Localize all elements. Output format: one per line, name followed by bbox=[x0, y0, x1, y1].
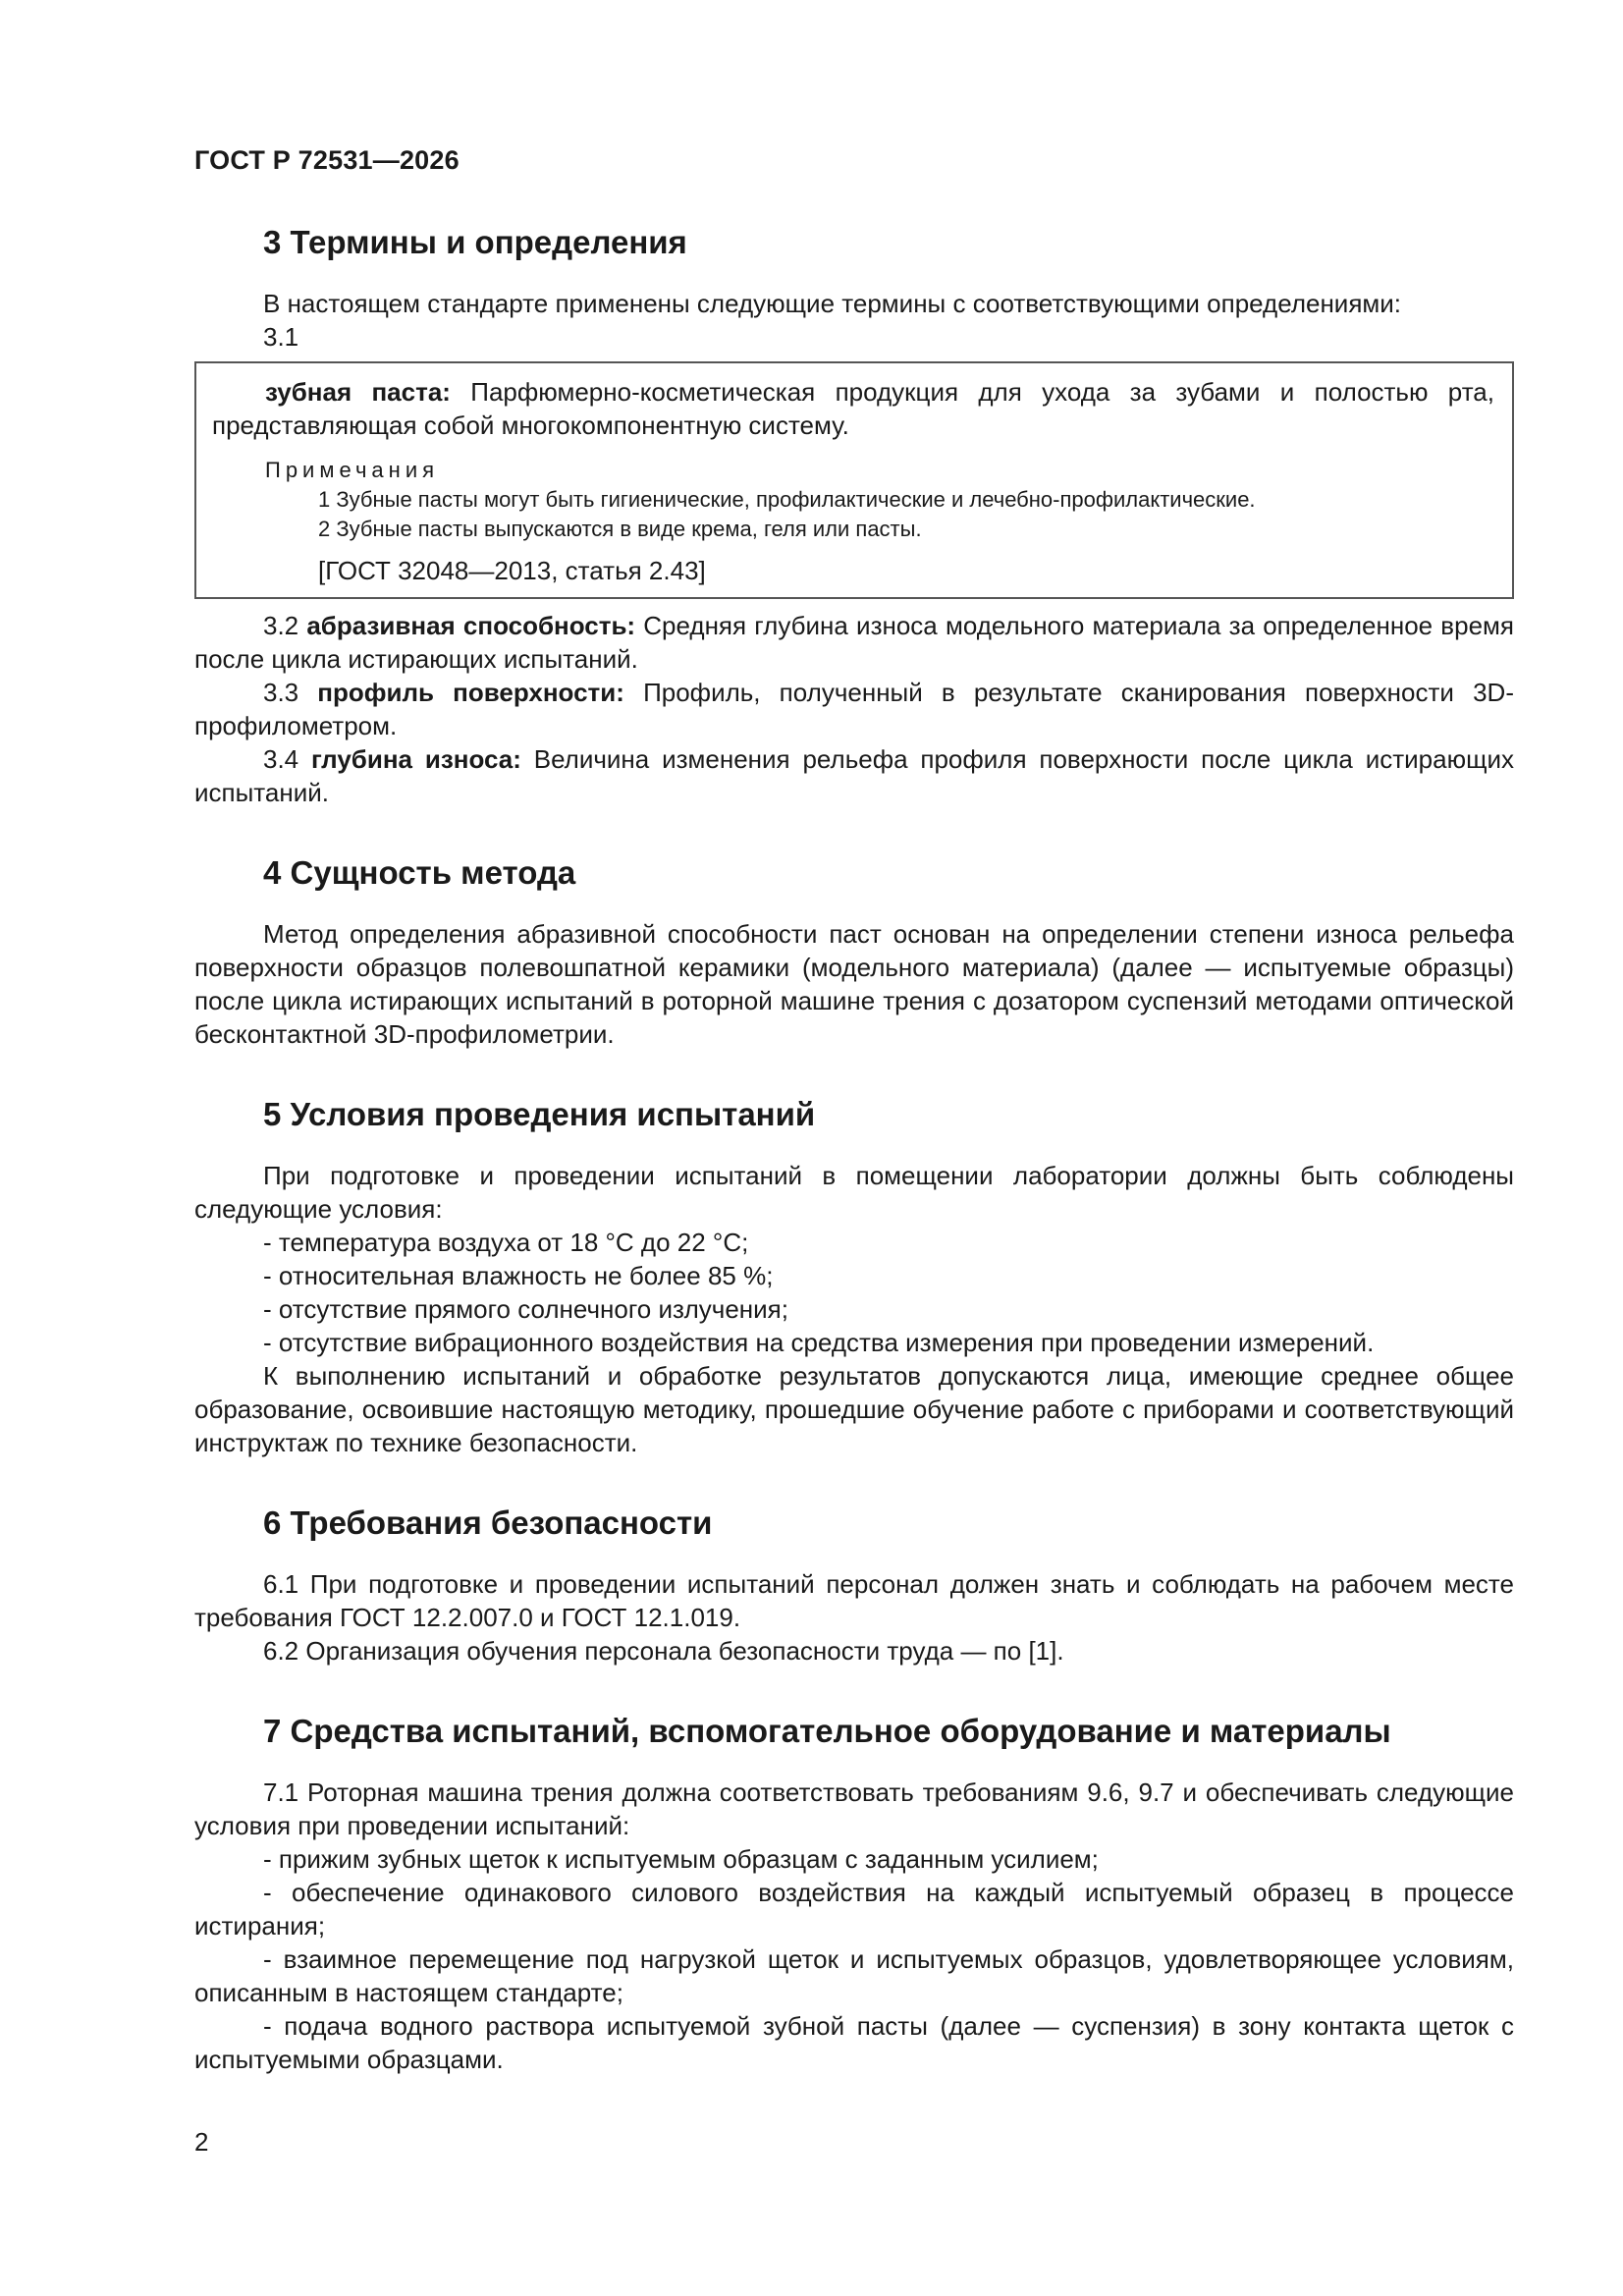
term-3-1-text: Парфюмерно-косметическая продукция для ухода за зубами и полостью рта, представляющая собой многокомпонентную систему. bbox=[212, 377, 1494, 440]
section-6-title: 6 Требования безопасности bbox=[263, 1504, 713, 1541]
term-3-3-text: Профиль, полученный в результате сканирования поверхности 3D-профилометром. bbox=[194, 678, 1514, 740]
section-6-2: 6.2 Организация обучения персонала безопасности труда — по [1]. bbox=[263, 1636, 1064, 1666]
term-3-2-term: абразивная способность: bbox=[306, 611, 636, 640]
section-4-text: Метод определения абразивной способности паст основан на определении степени износа рельефа поверхности образцов полевошпатной керамики (модельного материала) (далее — испытуемые образцы) после цикла истирающих испытаний в роторной машине трения с дозатором суспензий методами оптической бесконтактной 3D-профилометрии. bbox=[194, 919, 1514, 1049]
section-4-title: 4 Сущность метода bbox=[263, 854, 576, 891]
term-3-1-term: зубная паста: bbox=[265, 377, 451, 407]
term-3-1-number: 3.1 bbox=[263, 322, 299, 352]
requirement-item: - обеспечение одинакового силового воздействия на каждый испытуемый образец в процессе истирания; bbox=[194, 1878, 1514, 1941]
document-page bbox=[194, 0, 1514, 2296]
term-3-4 bbox=[194, 742, 1514, 809]
section-3 bbox=[194, 222, 1514, 809]
term-3-4-number: 3.4 bbox=[263, 744, 311, 774]
section-3-title: 3 Термины и определения bbox=[263, 224, 687, 260]
term-3-4-text: Величина изменения рельефа профиля поверхности после цикла истирающих испытаний. bbox=[194, 744, 1514, 807]
page-number: 2 bbox=[194, 2127, 209, 2157]
term-3-1-box bbox=[194, 361, 1514, 599]
standard-header: ГОСТ Р 72531—2026 bbox=[194, 145, 460, 175]
condition-item: - температура воздуха от 18 °С до 22 °С; bbox=[263, 1228, 749, 1257]
section-5-title: 5 Условия проведения испытаний bbox=[263, 1096, 816, 1132]
note-1: 1 Зубные пасты могут быть гигиенические, профилактические и лечебно-профилактические. bbox=[318, 487, 1256, 512]
term-3-3 bbox=[194, 676, 1514, 742]
term-3-4-term: глубина износа: bbox=[310, 744, 521, 774]
term-source-reference: [ГОСТ 32048—2013, статья 2.43] bbox=[318, 556, 706, 585]
requirement-item: - подача водного раствора испытуемой зубной пасты (далее — суспензия) в зону контакта щеток с испытуемыми образцами. bbox=[194, 2011, 1514, 2074]
condition-item: - относительная влажность не более 85 %; bbox=[263, 1261, 774, 1290]
section-5 bbox=[194, 1094, 1514, 1459]
requirement-item: - взаимное перемещение под нагрузкой щеток и испытуемых образцов, удовлетворяющее условиям, описанным в настоящем стандарте; bbox=[194, 1944, 1514, 2007]
term-3-2-text: Средняя глубина износа модельного материала за определенное время после цикла истирающих испытаний. bbox=[194, 611, 1514, 674]
term-3-2-number: 3.2 bbox=[263, 611, 307, 640]
condition-item: - отсутствие вибрационного воздействия на средства измерения при проведении измерений. bbox=[263, 1328, 1375, 1357]
section-6-1: 6.1 При подготовке и проведении испытаний персонал должен знать и соблюдать на рабочем месте требования ГОСТ 12.2.007.0 и ГОСТ 12.1.019. bbox=[194, 1569, 1514, 1632]
section-6 bbox=[194, 1503, 1514, 1667]
document-body bbox=[194, 222, 1514, 2076]
term-3-3-number: 3.3 bbox=[263, 678, 318, 707]
section-5-intro: При подготовке и проведении испытаний в помещении лаборатории должны быть соблюдены следующие условия: bbox=[194, 1161, 1514, 1224]
section-7-1: 7.1 Роторная машина трения должна соответствовать требованиям 9.6, 9.7 и обеспечивать следующие условия при проведении испытаний: bbox=[194, 1777, 1514, 1840]
requirement-item: - прижим зубных щеток к испытуемым образцам с заданным усилием; bbox=[263, 1844, 1099, 1874]
section-7 bbox=[194, 1711, 1514, 2076]
note-2: 2 Зубные пасты выпускаются в виде крема, геля или пасты. bbox=[318, 517, 922, 541]
term-3-2 bbox=[194, 609, 1514, 676]
section-7-title: 7 Средства испытаний, вспомогательное оборудование и материалы bbox=[263, 1713, 1391, 1749]
term-3-3-term: профиль поверхности: bbox=[317, 678, 624, 707]
condition-item: - отсутствие прямого солнечного излучения; bbox=[263, 1294, 788, 1324]
notes-title: Примечания bbox=[265, 458, 440, 482]
section-3-intro: В настоящем стандарте применены следующие термины с соответствующими определениями: bbox=[263, 289, 1402, 318]
section-4 bbox=[194, 852, 1514, 1051]
section-5-text-2: К выполнению испытаний и обработке результатов допускаются лица, имеющие среднее общее образование, освоившие настоящую методику, прошедшие обучение работе с приборами и соответствующий инструктаж по технике безопасности. bbox=[194, 1361, 1514, 1457]
term-3-1-definition bbox=[212, 375, 1494, 442]
